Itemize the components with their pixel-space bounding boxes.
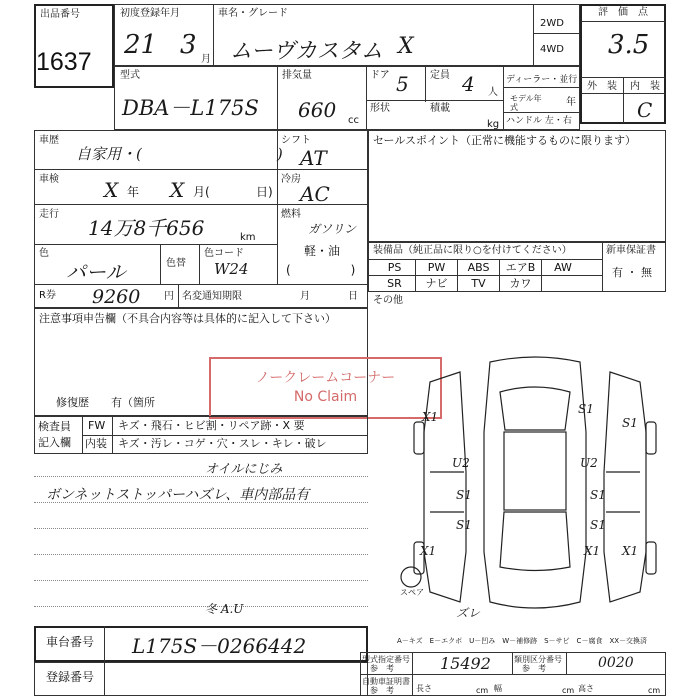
drive-4wd: 4WD [540,44,564,55]
title-change-label: 名変通知期限 [182,291,242,302]
history-value: 自家用・( ) [76,145,283,163]
capacity-unit: 人 [488,87,498,98]
month-unit: 月 [201,54,211,65]
first-registration-month: 3 [180,30,197,60]
spare-tire [401,567,421,587]
doors-value: 5 [396,72,409,96]
vehicle-cert-ref: 参 考 [370,686,394,695]
capacity-value: 4 [462,72,475,96]
handwritten-note-3: 冬 A.U [205,602,244,616]
interior-grade: C [637,98,653,122]
fw-text: キズ・飛石・ヒビ割・リペア跡・X 要 [118,419,305,432]
chassis-label: 車台番号 [46,635,95,649]
model-name: ムーヴカスタム [230,39,383,64]
vehicle-cert-label: 自動車証明書 [362,677,410,686]
interior-label: 内 装 [630,81,660,92]
color-label: 色 [39,248,49,259]
model-name-label: 車名・グレード [218,8,288,19]
length-unit: cm [476,686,489,695]
equipment-pw: PW [416,260,458,275]
title-change-day: 日 [348,291,358,302]
history-label: 車歴 [39,135,59,146]
zure-label: ズレ [456,606,481,620]
doors-label: ドア [370,70,390,81]
yen-unit: 円 [164,291,174,302]
inspection-label: 車検 [39,174,59,185]
equipment-row-2 [374,276,602,291]
shift-label: シフト [281,135,311,146]
type-label: 型式 [120,70,140,81]
warranty-value: 有 ・ 無 [612,266,652,279]
no-claim-en: No Claim [293,389,358,405]
chassis-value: L175S－0266442 [132,634,307,658]
recycle-label: R券 [39,290,56,301]
model-code-label: 型式指定番号 [362,655,410,664]
damage-mark-1: S1 [578,402,594,416]
model-year-label: モデル年式 [510,94,542,112]
height-label: 高さ [578,684,594,693]
damage-mark-9: X1 [422,410,439,424]
left-side-outline [424,372,466,602]
damage-mark-3: U2 [452,456,470,470]
interior-check-text: キズ・汚レ・コゲ・穴・スレ・キレ・破レ [118,437,327,450]
dealer-label: ディーラー・並行 [506,75,578,85]
km-unit: km [240,232,256,243]
lot-number-label: 出品番号 [40,9,80,20]
damage-mark-5: S1 [456,488,472,502]
damage-mark-7: S1 [456,518,472,532]
right-side-outline [604,372,646,602]
model-code-ref: 参 考 [370,664,394,673]
lot-number: 1637 [36,48,92,76]
registration-label: 登録番号 [46,670,95,684]
handwritten-note-1: オイルにじみ [205,462,283,477]
length-label: 長さ [416,684,432,693]
inspection-year-unit: 年 [127,185,140,199]
declaration-label: 注意事項申告欄（不具合内容等は具体的に記入して下さい） [39,312,336,325]
damage-mark-2: S1 [622,416,638,430]
ac-value: AC [300,182,330,206]
inspection-year: X [104,178,119,202]
equipment-airbag: エアB [500,260,542,275]
displacement-label: 排気量 [282,70,312,81]
no-claim-jp: ノークレームコーナー [255,370,396,386]
damage-mark-10: X1 [420,544,437,558]
color-code-label: 色コード [204,248,244,259]
wheel-fr [646,422,656,454]
interior-check-label: 内装 [85,437,107,450]
inspection-day-unit: 日) [256,185,273,199]
inspector-label-line2: 記入欄 [38,436,71,449]
first-registration-year: 21 [124,30,158,60]
width-label: 幅 [494,684,502,693]
height-unit: cm [648,686,661,695]
type-value: DBA－L175S [122,96,259,120]
class-code-ref: 参 考 [522,664,546,673]
damage-mark-8: S1 [590,518,606,532]
fuel-value: ガソリン [308,222,357,236]
score-label: 評 価 点 [598,7,648,18]
color-code-value: W24 [214,260,249,278]
equipment-navi: ナビ [416,276,458,291]
fuel-label: 燃料 [281,209,301,220]
wheel-fl [414,422,424,454]
equipment-tv: TV [458,276,500,291]
rear-window [500,512,570,571]
score-value: 3.5 [608,30,650,60]
damage-mark-6: S1 [590,488,606,502]
first-registration-label: 初度登録年月 [120,8,180,19]
displacement-value: 660 [298,98,337,122]
repair-history-label: 修復歴 有（箇所 [56,396,155,409]
wheel-rr [646,542,656,574]
width-unit: cm [562,686,575,695]
capacity-label: 定員 [430,70,450,81]
color-value: パール [66,260,126,284]
windshield [500,387,570,430]
displacement-unit: cc [348,115,359,126]
equipment-row-1 [374,260,602,275]
load-unit: kg [487,119,500,130]
equipment-sr: SR [374,276,416,291]
shape-label: 形状 [370,103,390,114]
other-label: その他 [373,295,403,306]
model-year-unit: 年 [566,97,576,108]
class-code-label: 類別区分番号 [514,655,562,664]
model-code-value: 15492 [440,654,491,673]
mileage-label: 走行 [39,209,59,220]
roof [504,432,566,510]
class-code-value: 0020 [598,655,634,671]
damage-mark-11: X1 [584,544,601,558]
car-diagram [400,352,670,622]
fuel-paren: ( ) [286,263,356,277]
inspection-month: X [170,178,185,202]
damage-mark-4: U2 [580,456,598,470]
warranty-label: 新車保証書 [606,245,656,256]
equipment-aw: AW [554,261,572,274]
equipment-label: 装備品（純正品に限り○を付けてください） [373,245,572,256]
damage-legend: A－キズ E－エクボ U－凹み W－補修跡 S－サビ C－腐食 XX－交換済 [397,637,648,645]
load-label: 積載 [430,103,450,114]
recycle-value: 9260 [92,286,141,308]
grade: X [398,34,414,59]
equipment-leather: カワ [500,276,542,291]
equipment-abs: ABS [458,260,500,275]
inspector-label-line1: 検査員 [38,420,71,433]
sales-points-label: セールスポイント（正常に機能するものに限ります） [373,134,637,147]
fw-label: FW [88,419,106,432]
shift-value: AT [300,146,327,170]
handwritten-note-2: ボンネットストッパーハズレ、車内部品有 [46,487,310,503]
equipment-ps: PS [374,260,416,275]
title-change-month: 月 [300,291,310,302]
spare-label: スペア [400,588,424,597]
inspection-month-unit: 月( [193,185,210,199]
damage-mark-12: X1 [622,544,639,558]
exterior-label: 外 装 [587,81,617,92]
color-change-label: 色替 [166,258,186,269]
mileage-value: 14万8千656 [88,216,205,240]
fuel-options: 軽・油 [304,244,341,258]
handle-label: ハンドル 左・右 [506,116,572,126]
ac-label: 冷房 [281,174,301,185]
drive-2wd: 2WD [540,18,564,29]
